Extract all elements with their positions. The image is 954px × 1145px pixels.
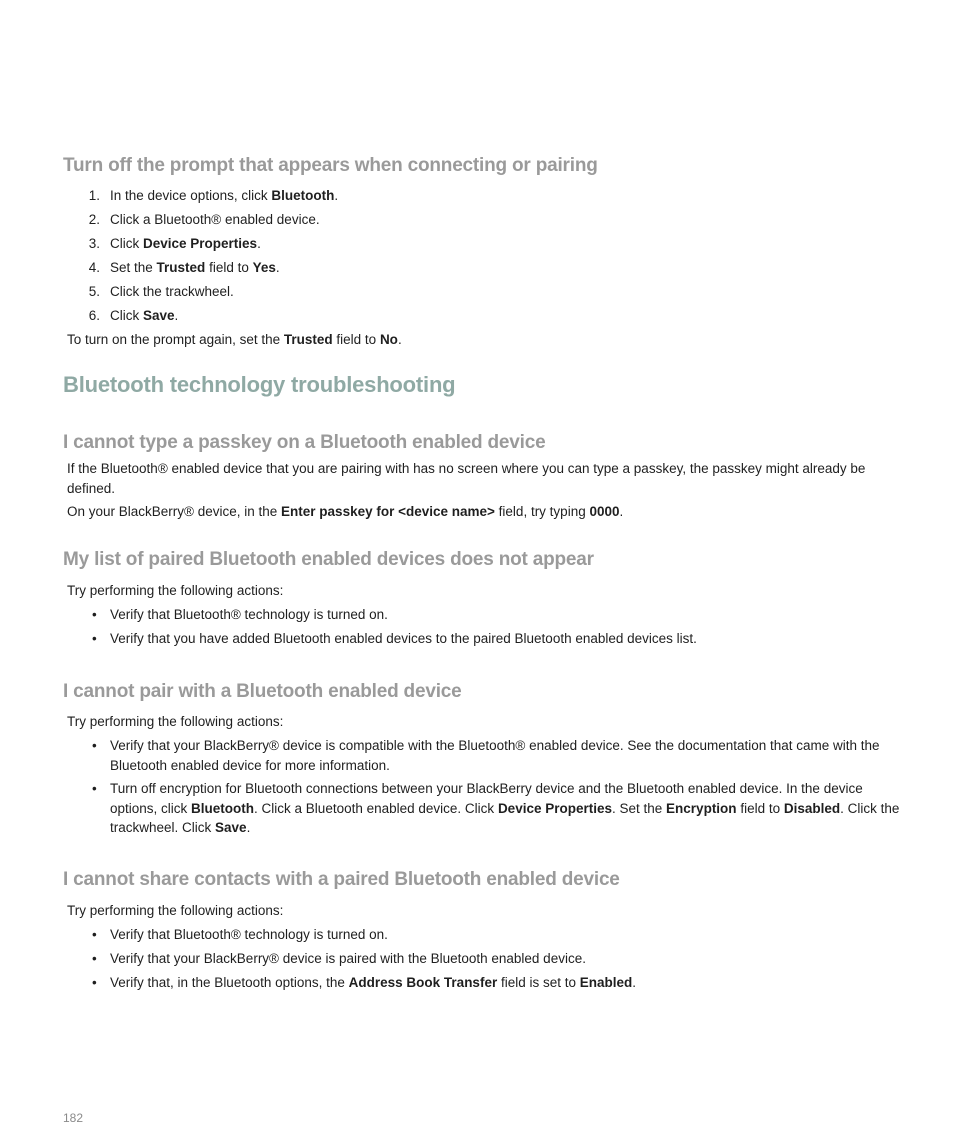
section-heading-passkey: I cannot type a passkey on a Bluetooth enabled device [63,432,546,453]
step-number: 5. [88,284,100,299]
chapter-heading: Bluetooth technology troubleshooting [63,372,456,397]
bullet: • [92,781,97,796]
list-item: Verify that your BlackBerry® device is compatible with the Bluetooth® enabled device. See the documentation that came with the Bluetooth enabled device for more information. [110,738,880,773]
paragraph: On your BlackBerry® device, in the Enter passkey for <device name> field, try typing 0000. [67,504,624,519]
section-heading-turn-off-prompt: Turn off the prompt that appears when connecting or pairing [63,155,598,176]
paragraph: Try performing the following actions: [67,714,284,729]
list-item: Verify that Bluetooth® technology is turned on. [110,607,388,622]
list-item: Turn off encryption for Bluetooth connections between your BlackBerry device and the Bluetooth enabled device. In the device options, click Bluetooth. Click a Bluetooth enabled device. Click Device Properties. Set the Encryption field to Disabled. Click the trackwheel. Click Save. [110,781,900,835]
step-text: Click Device Properties. [110,236,261,251]
step-number: 4. [88,260,100,275]
list-item: Verify that Bluetooth® technology is turned on. [110,927,388,942]
step-text: Click Save. [110,308,179,323]
paragraph: Try performing the following actions: [67,583,284,598]
step-number: 3. [88,236,100,251]
list-item: Verify that you have added Bluetooth enabled devices to the paired Bluetooth enabled devices list. [110,631,697,646]
step-text: Click the trackwheel. [110,284,234,299]
step-number: 2. [88,212,100,227]
section-heading-paired-list: My list of paired Bluetooth enabled devices does not appear [63,549,594,570]
step-number: 6. [88,308,100,323]
bullet: • [92,738,97,753]
bullet: • [92,631,97,646]
section-heading-cannot-pair: I cannot pair with a Bluetooth enabled device [63,681,462,702]
page-number: 182 [63,1111,84,1125]
section-heading-share-contacts: I cannot share contacts with a paired Bluetooth enabled device [63,869,620,890]
step-text: Set the Trusted field to Yes. [110,260,280,275]
list-item: Verify that, in the Bluetooth options, the Address Book Transfer field is set to Enabled. [110,975,637,990]
bullet: • [92,951,97,966]
paragraph: If the Bluetooth® enabled device that you are pairing with has no screen where you can type a passkey, the passkey might already be defined. [67,461,866,496]
bullet: • [92,975,97,990]
note-paragraph: To turn on the prompt again, set the Trusted field to No. [67,332,402,347]
list-item: Verify that your BlackBerry® device is paired with the Bluetooth enabled device. [110,951,586,966]
step-number: 1. [88,188,100,203]
paragraph: Try performing the following actions: [67,903,284,918]
step-text: In the device options, click Bluetooth. [110,188,339,203]
step-text: Click a Bluetooth® enabled device. [110,212,320,227]
bullet: • [92,927,97,942]
bullet: • [92,607,97,622]
